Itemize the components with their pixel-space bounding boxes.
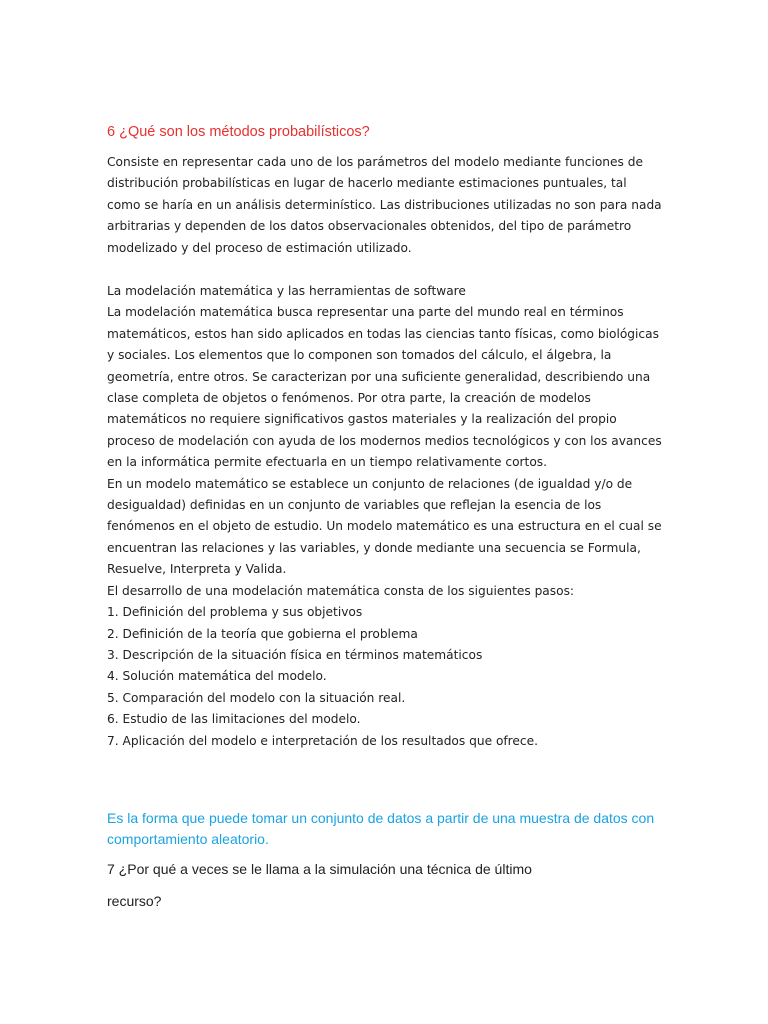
paragraph-modeling-description: La modelación matemática busca representar una parte del mundo real en términos matemáticos, estos han sido aplicados en todas las ciencias tanto físicas, como biológicas y sociales. Los elementos que lo componen son tomados del cálculo, el álgebra, la geometría, entre otros. Se caracterizan por una suficiente generalidad, describiendo una clase completa de objetos o fenómenos. Por otra parte, la creación de modelos matemáticos no requiere significativos gastos materiales y la realización del propio proceso de modelación con ayuda de los modernos medios tecnológicos y con los avances en la informática permite efectuarla en un tiempo relativamente cortos.	[107, 305, 662, 470]
list-item: 5. Comparación del modelo con la situación real.	[107, 690, 406, 705]
question-7-line-2: recurso?	[107, 893, 162, 909]
list-item: 1. Definición del problema y sus objetivos	[107, 605, 363, 620]
list-item: 4. Solución matemática del modelo.	[107, 669, 327, 684]
section-mathematical-modeling	[107, 281, 662, 752]
steps-intro: El desarrollo de una modelación matemática consta de los siguientes pasos:	[107, 583, 575, 598]
answer-text: Es la forma que puede tomar un conjunto de datos a partir de una muestra de datos con comportamiento aleatorio.	[107, 810, 655, 847]
list-item: 7. Aplicación del modelo e interpretación de los resultados que ofrece.	[107, 733, 539, 748]
paragraph-model-structure: En un modelo matemático se establece un conjunto de relaciones (de igualdad y/o de desigualdad) definidas en un conjunto de variables que reflejan la esencia de los fenómenos en el objeto de estudio. Un modelo matemático es una estructura en el cual se encuentran las relaciones y las variables, y donde mediante una secuencia se Formula, Resuelve, Interpreta y Valida.	[107, 476, 662, 577]
list-item: 2. Definición de la teoría que gobierna el problema	[107, 626, 418, 641]
question-7-line-1: 7 ¿Por qué a veces se le llama a la simulación una técnica de último	[107, 861, 532, 877]
question-6-title: 6 ¿Qué son los métodos probabilísticos?	[107, 124, 370, 140]
list-item: 6. Estudio de las limitaciones del modelo.	[107, 712, 361, 727]
section-heading: La modelación matemática y las herramientas de software	[107, 284, 466, 298]
paragraph-probabilistic-methods: Consiste en representar cada uno de los parámetros del modelo mediante funciones de distribución probabilísticas en lugar de hacerlo mediante estimaciones puntuales, tal como se haría en un análisis determinístico. Las distribuciones utilizadas no son para nada arbitrarias y dependen de los datos observacionales obtenidos, del tipo de parámetro modelizado y del proceso de estimación utilizado.	[107, 155, 662, 255]
list-item: 3. Descripción de la situación física en términos matemáticos	[107, 647, 483, 662]
steps-list	[107, 602, 662, 752]
